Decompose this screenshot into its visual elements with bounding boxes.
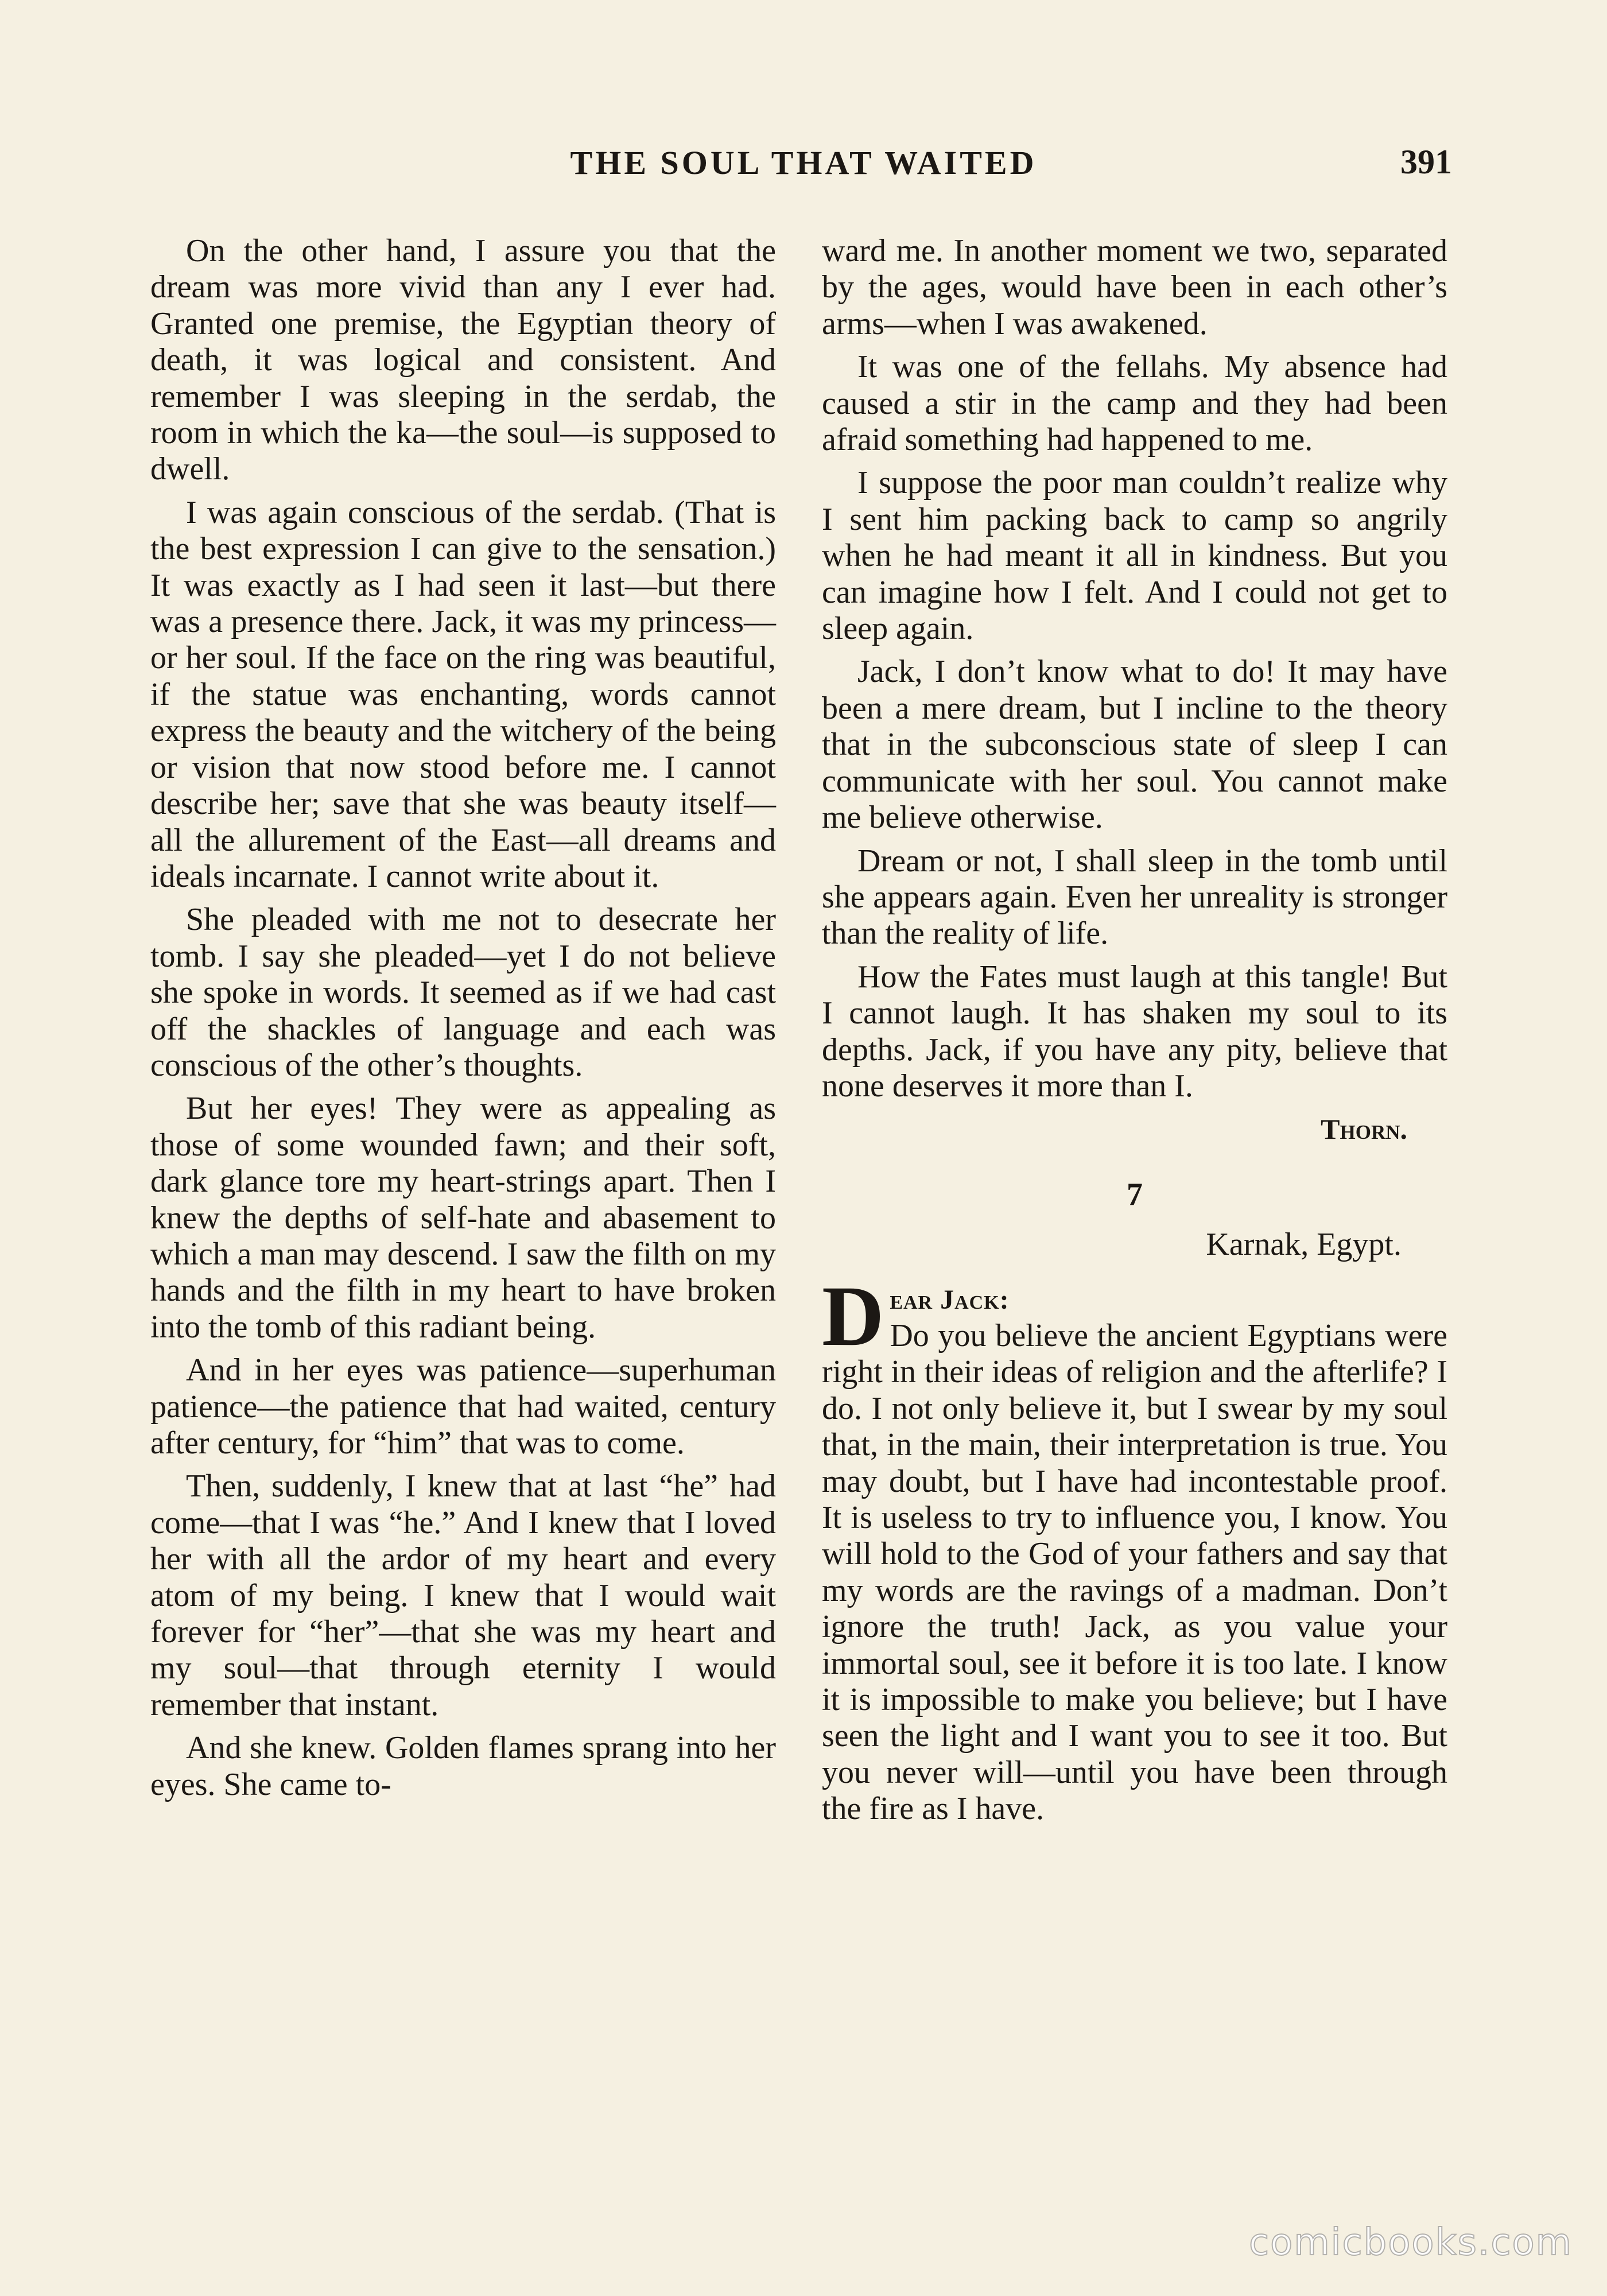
salutation: ear Jack: xyxy=(890,1284,1010,1315)
paragraph: I suppose the poor man couldn’t realize why I sent him packing back to camp so angrily when he had meant it all in kindness. But you can imagine how I felt. And I could not get to sleep again. xyxy=(822,465,1447,647)
watermark-logo: comicbooks.com xyxy=(1248,2221,1573,2264)
paragraph: Then, suddenly, I knew that at last “he” had come—that I was “he.” And I knew that I loved her with all the ardor of my heart and every atom of my being. I knew that I would wait forever for “her”—that she was my heart and my soul—that through eternity I would remember that instant. xyxy=(150,1468,776,1723)
paragraph: And in her eyes was patience—superhuman patience—the patience that had waited, century after century, for “him” that was to come. xyxy=(150,1352,776,1461)
page-header xyxy=(152,135,1455,187)
paragraph: I was again conscious of the serdab. (That is the best expression I can give to the sensation.) It was exactly as I had seen it last—but there was a presence there. Jack, it was my princess—or her soul. If the face on the ring was beautiful, if the statue was enchanting, words cannot express the beauty and the witchery of the being or vision that now stood before me. I cannot describe her; save that she was beauty itself—all the allurement of the East—all dreams and ideals incarnate. I cannot write about it. xyxy=(150,494,776,894)
paragraph: Dream or not, I shall sleep in the tomb until she appears again. Even her unreality is stronger than the reality of life. xyxy=(822,843,1447,952)
paragraph: How the Fates must laugh at this tangle! But I cannot laugh. It has shaken my soul to its depths. Jack, if you have any pity, believe that none deserves it more than I. xyxy=(822,959,1447,1104)
paragraph: But her eyes! They were as appealing as those of some wounded fawn; and their soft, dark glance tore my heart-strings apart. Then I knew the depths of self-hate and abasement to which a man may descend. I saw the filth on my hands and the filth in my heart to have broken into the tomb of this radiant being. xyxy=(150,1091,776,1345)
signature: Thorn. xyxy=(1321,1113,1407,1146)
running-title: THE SOUL THAT WAITED xyxy=(570,144,1037,181)
letter-body: Do you believe the ancient Egyptians were right in their ideas of religion and the afterlife? I do. I not only believe it, but I swear by my soul that, in the main, their interpretation is true. You may doubt, but I have had incontestable proof. It is useless to try to influence you, I know. You will hold to the God of your fathers and say that my words are the ravings of a madman. Don’t ignore the truth! Jack, as you value your immortal soul, see it before it is too late. I know it is impossible to make you believe; but I have seen the light and I want you to see it too. But you never will—until you have been through the fire as I have. xyxy=(822,1317,1447,1827)
paragraph: On the other hand, I assure you that the dream was more vivid than any I ever had. Granted one premise, the Egyptian theory of death, it was logical and consistent. And remember I was sleeping in the serdab, the room in which the ka—the soul—is supposed to dwell. xyxy=(150,233,776,487)
paragraph: And she knew. Golden flames sprang into her eyes. She came to- xyxy=(150,1730,776,1802)
section-number: 7 xyxy=(1127,1176,1143,1212)
drop-cap: D xyxy=(822,1268,884,1364)
paragraph: Jack, I don’t know what to do! It may have been a mere dream, but I incline to the theory that in the subconscious state of sleep I can communicate with her soul. You cannot make me believe otherwise. xyxy=(822,654,1447,836)
letter-opening xyxy=(822,1268,1447,1828)
paragraph: It was one of the fellahs. My absence had caused a stir in the camp and they had been afraid something had happened to me. xyxy=(822,349,1447,458)
place-line: Karnak, Egypt. xyxy=(1206,1227,1402,1263)
left-column xyxy=(150,233,776,1810)
paragraph: She pleaded with me not to desecrate her tomb. I say she pleaded—yet I do not believe she spoke in words. It seemed as if we had cast off the shackles of language and each was conscious of the other’s thoughts. xyxy=(150,902,776,1083)
page-number: 391 xyxy=(1400,143,1452,181)
right-column xyxy=(822,233,1447,1835)
continuation-paragraph: ward me. In another moment we two, separated by the ages, would have been in each other’s arms—when I was awakened. xyxy=(822,233,1447,342)
